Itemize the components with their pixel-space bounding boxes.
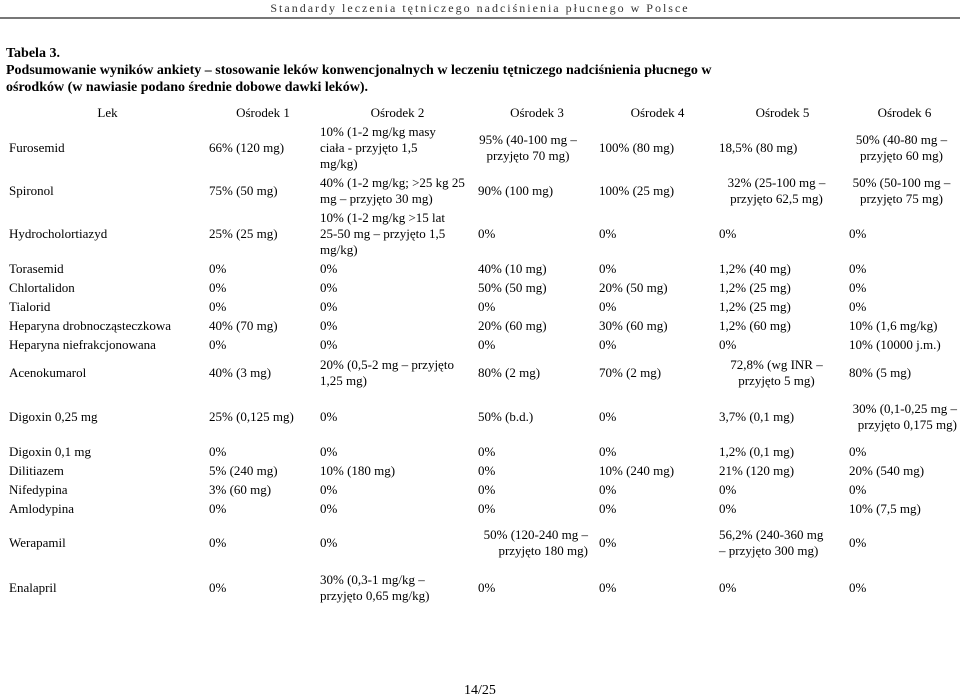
cell-osrodek-5 [716,518,846,568]
header-osrodek-1: Ośrodek 1 [236,105,290,120]
cell-text: 95% (40-100 mg – przyjęto 70 mg) [479,132,577,163]
cell-osrodek-3: 0% [478,226,496,241]
drug-name: Heparyna niefrakcjonowana [9,336,156,352]
drug-name: Werapamil [9,535,66,550]
cell-osrodek-4: 0% [599,535,617,550]
cell-osrodek-3: 0% [478,580,496,595]
cell-osrodek-4: 0% [599,443,617,459]
table-row [6,499,960,518]
cell-osrodek-1: 0% [209,443,227,459]
cell-osrodek-6 [846,173,960,209]
cell-osrodek-3: 0% [478,481,496,497]
cell-osrodek-2 [317,123,475,173]
cell-text: 10% (1-2 mg/kg >15 lat 25-50 mg – przyjęto 1,5 mg/kg) [320,210,446,257]
cell-osrodek-6: 0% [849,580,867,595]
cell-osrodek-4: 0% [599,500,617,516]
cell-osrodek-4: 0% [599,260,617,276]
cell-osrodek-4: 100% (25 mg) [599,183,675,198]
drug-name: Digoxin 0,1 mg [9,443,91,459]
cell-osrodek-2: 0% [320,298,338,314]
cell-osrodek-2 [317,209,475,259]
cell-osrodek-5: 0% [719,500,737,516]
cell-osrodek-5: 0% [719,481,737,497]
cell-osrodek-3: 0% [478,443,496,459]
table-row [6,335,960,354]
cell-osrodek-2 [317,173,475,209]
cell-text: 30% (0,1-0,25 mg – przyjęto 0,175 mg) [852,401,957,432]
cell-text: 10% (1-2 mg/kg masy ciała - przyjęto 1,5 mg/kg) [320,124,436,171]
cell-osrodek-2: 0% [320,260,338,276]
drug-name: Amlodypina [9,500,74,516]
drug-name: Enalapril [9,580,57,595]
cell-osrodek-3: 50% (50 mg) [478,279,547,295]
cell-osrodek-4: 20% (50 mg) [599,279,668,295]
header-osrodek-4: Ośrodek 4 [630,105,685,120]
cell-osrodek-6 [846,392,960,442]
cell-osrodek-1: 0% [209,535,227,550]
table-row [6,297,960,316]
cell-osrodek-5: 1,2% (0,1 mg) [719,443,795,459]
drug-name: Tialorid [9,298,51,314]
header-osrodek-3: Ośrodek 3 [510,105,564,120]
cell-osrodek-1: 0% [209,336,227,352]
cell-osrodek-3 [475,518,596,568]
cell-osrodek-2: 10% (180 mg) [320,462,396,478]
cell-text: 32% (25-100 mg – przyjęto 62,5 mg) [727,175,826,206]
cell-osrodek-3: 80% (2 mg) [478,365,541,380]
cell-osrodek-2: 0% [320,500,338,516]
cell-osrodek-6: 10% (10000 j.m.) [849,336,941,352]
cell-osrodek-3: 90% (100 mg) [478,183,554,198]
table-caption [6,45,946,96]
cell-text: 20% (0,5-2 mg – przyjęto 1,25 mg) [320,357,454,388]
cell-osrodek-3: 20% (60 mg) [478,317,547,333]
drug-usage-table [6,103,960,608]
cell-osrodek-5: 18,5% (80 mg) [719,140,798,155]
cell-osrodek-6: 0% [849,298,867,314]
cell-osrodek-5: 3,7% (0,1 mg) [719,409,795,424]
drug-name: Spironol [9,183,54,198]
cell-osrodek-1: 0% [209,580,227,595]
drug-name: Hydrocholortiazyd [9,226,108,241]
cell-text: 56,2% (240-360 mg – przyjęto 300 mg) [719,527,824,558]
table-row [6,278,960,297]
cell-osrodek-6: 0% [849,279,867,295]
cell-text: 30% (0,3-1 mg/kg – przyjęto 0,65 mg/kg) [320,572,430,603]
header-lek: Lek [97,105,118,120]
cell-osrodek-1: 0% [209,298,227,314]
cell-osrodek-1: 66% (120 mg) [209,140,285,155]
table-row [6,392,960,442]
cell-osrodek-4: 70% (2 mg) [599,365,662,380]
cell-osrodek-2: 0% [320,336,338,352]
cell-osrodek-5: 1,2% (60 mg) [719,317,791,333]
cell-osrodek-6: 80% (5 mg) [849,365,912,380]
cell-osrodek-6: 0% [849,226,867,241]
drug-name: Acenokumarol [9,365,87,380]
table-row [6,442,960,461]
cell-osrodek-4: 10% (240 mg) [599,462,675,478]
cell-text: 50% (40-80 mg – przyjęto 60 mg) [855,132,948,163]
drug-name: Furosemid [9,140,65,155]
drug-name: Dilitiazem [9,462,64,478]
cell-osrodek-6: 0% [849,481,867,497]
cell-osrodek-4: 0% [599,409,617,424]
cell-osrodek-2: 0% [320,409,338,424]
table-row [6,461,960,480]
cell-osrodek-6: 0% [849,443,867,459]
cell-osrodek-5: 1,2% (25 mg) [719,298,791,314]
cell-osrodek-6 [846,123,960,173]
cell-osrodek-5 [716,354,846,392]
header-osrodek-6: Ośrodek 6 [877,105,932,120]
cell-osrodek-4: 100% (80 mg) [599,140,675,155]
cell-osrodek-3: 0% [478,298,496,314]
cell-osrodek-1: 5% (240 mg) [209,462,278,478]
caption-line-2: ośrodków (w nawiasie podano średnie dobowe dawki leków). [6,80,368,95]
cell-text: 40% (1-2 mg/kg; >25 kg 25 mg – przyjęto 30 mg) [320,175,465,206]
caption-label: Tabela 3. [6,46,60,61]
cell-osrodek-3 [475,123,596,173]
cell-osrodek-2: 0% [320,535,338,550]
cell-osrodek-3: 50% (b.d.) [478,409,534,424]
cell-osrodek-6: 20% (540 mg) [849,462,925,478]
table-row [6,259,960,278]
cell-osrodek-3: 0% [478,500,496,516]
cell-osrodek-5: 0% [719,226,737,241]
cell-osrodek-4: 0% [599,580,617,595]
page-number: 14/25 [464,683,496,698]
cell-osrodek-1: 0% [209,260,227,276]
drug-name: Nifedypina [9,481,68,497]
cell-osrodek-1: 40% (70 mg) [209,317,278,333]
table-row [6,354,960,392]
cell-osrodek-6: 0% [849,260,867,276]
header-osrodek-2: Ośrodek 2 [370,105,425,120]
cell-osrodek-1: 40% (3 mg) [209,365,272,380]
cell-osrodek-6: 0% [849,535,867,550]
cell-text: 72,8% (wg INR – przyjęto 5 mg) [730,357,823,388]
cell-osrodek-5: 1,2% (25 mg) [719,279,791,295]
table-row [6,173,960,209]
cell-osrodek-2 [317,354,475,392]
drug-name: Chlortalidon [9,279,75,295]
drug-name: Digoxin 0,25 mg [9,409,98,424]
cell-osrodek-5: 0% [719,580,737,595]
drug-name: Heparyna drobnocząsteczkowa [9,317,172,333]
table-row [6,480,960,499]
table-row [6,209,960,259]
cell-osrodek-1: 0% [209,500,227,516]
caption-line-1: Podsumowanie wyników ankiety – stosowanie leków konwencjonalnych w leczeniu tętniczego nadciśnienia płucnego w [6,63,712,78]
cell-osrodek-4: 0% [599,481,617,497]
cell-osrodek-1: 0% [209,279,227,295]
table-row [6,316,960,335]
cell-osrodek-6: 10% (7,5 mg) [849,500,921,516]
cell-osrodek-5: 21% (120 mg) [719,462,795,478]
cell-osrodek-1: 3% (60 mg) [209,481,272,497]
drug-name: Torasemid [9,260,64,276]
cell-osrodek-3: 0% [478,336,496,352]
cell-osrodek-2 [317,568,475,608]
cell-osrodek-2: 0% [320,481,338,497]
running-header: Standardy leczenia tętniczego nadciśnienia płucnego w Polsce [270,1,690,15]
header-osrodek-5: Ośrodek 5 [755,105,810,120]
cell-osrodek-1: 25% (0,125 mg) [209,409,294,424]
table-header-row [6,103,960,123]
cell-osrodek-4: 0% [599,298,617,314]
cell-text: 50% (50-100 mg – przyjęto 75 mg) [852,175,951,206]
cell-osrodek-5: 0% [719,336,737,352]
cell-osrodek-5: 1,2% (40 mg) [719,260,791,276]
cell-osrodek-4: 0% [599,226,617,241]
table-row [6,518,960,568]
cell-text: 50% (120-240 mg – przyjęto 180 mg) [483,527,588,558]
cell-osrodek-4: 30% (60 mg) [599,317,668,333]
table-row [6,123,960,173]
cell-osrodek-2: 0% [320,443,338,459]
table-row [6,568,960,608]
cell-osrodek-1: 75% (50 mg) [209,183,278,198]
cell-osrodek-2: 0% [320,317,338,333]
cell-osrodek-3: 40% (10 mg) [478,260,547,276]
cell-osrodek-4: 0% [599,336,617,352]
header-rule [0,17,960,19]
cell-osrodek-2: 0% [320,279,338,295]
cell-osrodek-5 [716,173,846,209]
cell-osrodek-3: 0% [478,462,496,478]
cell-osrodek-1: 25% (25 mg) [209,226,278,241]
cell-osrodek-6: 10% (1,6 mg/kg) [849,317,938,333]
